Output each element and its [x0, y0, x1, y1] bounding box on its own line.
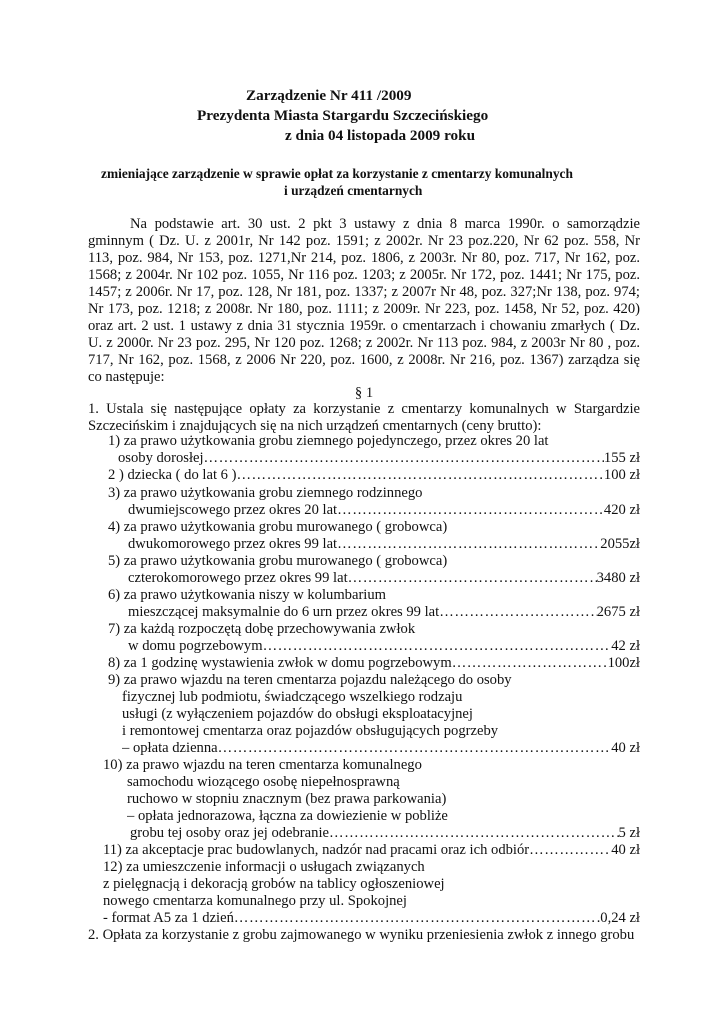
- leader-dots: [218, 740, 612, 757]
- section-mark: § 1: [354, 385, 374, 401]
- item-10-line-2: samochodu wiozącego osobę niepełnosprawną: [127, 774, 400, 790]
- item-12-text: - format A5 za 1 dzień: [103, 910, 234, 926]
- item-5-price: 3480 zł: [596, 570, 640, 586]
- item-12-line-4: [103, 910, 640, 927]
- preamble-line-part: U. z 2000r. Nr 23 poz. 295, Nr 120 poz. 1268; z 2002r. Nr 113 poz. 984, z 2003r Nr 80 ,: [88, 335, 612, 351]
- item-5-line-2: [128, 570, 640, 587]
- item-3-line-1: 3) za prawo użytkowania grobu ziemnego rodzinnego: [108, 485, 423, 501]
- paragraph-1-line: 1. Ustala się następujące opłaty za korzystanie z cmentarzy komunalnych w Stargardzie: [88, 401, 640, 417]
- preamble-line: co następuje:: [88, 369, 165, 385]
- leader-dots: [337, 502, 604, 519]
- item-4-line-2: [128, 536, 640, 553]
- preamble-line: oraz art. 2 ust. 1 ustawy z dnia 31 stycznia 1959r. o cmentarzach i chowaniu zmarłych ( Dz.: [88, 318, 640, 334]
- item-6-line-2: [128, 604, 640, 621]
- item-8-line-1: [108, 655, 640, 672]
- item-6-price: 2675 zł: [596, 604, 640, 620]
- leader-dots: [236, 467, 603, 484]
- item-12-line-3: nowego cmentarza komunalnego przy ul. Spokojnej: [103, 893, 407, 909]
- item-9-price: 40 zł: [611, 740, 640, 756]
- subject-line-2: i urządzeń cmentarnych: [284, 183, 423, 198]
- item-6-line-1: 6) za prawo użytkowania niszy w kolumbarium: [108, 587, 387, 603]
- item-3-text: dwumiejscowego przez okres 20 lat: [128, 502, 338, 518]
- preamble-line: 1568; z 2004r. Nr 102 poz. 1055, Nr 116 poz. 1203; z 2005r. Nr 172, poz. 1441; Nr 175, poz.: [88, 267, 640, 283]
- item-5-line-1: 5) za prawo użytkowania grobu murowanego ( grobowca): [108, 553, 448, 569]
- leader-dots: [204, 450, 604, 467]
- item-7-line-1: 7) za każdą rozpoczętą dobę przechowywania zwłok: [108, 621, 416, 637]
- item-9-line-3: usługi (z wyłączeniem pojazdów do obsługi eksploatacyjnej: [122, 706, 473, 722]
- item-6-text: mieszczącej maksymalnie do 6 urn przez okres 99 lat: [128, 604, 440, 620]
- item-4-text: dwukomorowego przez okres 99 lat: [128, 536, 338, 552]
- item-8-price: 100zł: [607, 655, 640, 671]
- item-2-line-1: [108, 467, 640, 484]
- preamble-line: 113, poz. 984, Nr 153, poz. 1271,Nr 214, poz. 1806, z 2003r. Nr 80, poz. 717, Nr 162, poz.: [88, 250, 640, 266]
- item-8-text: 8) za 1 godzinę wystawienia zwłok w domu pogrzebowym: [108, 655, 452, 671]
- item-10-line-1: 10) za prawo wjazdu na teren cmentarza komunalnego: [103, 757, 422, 773]
- item-2-price: 100 zł: [603, 467, 640, 483]
- preamble-line: [88, 335, 640, 352]
- leader-dots: [452, 655, 608, 672]
- item-2-text: 2 ) dziecka ( do lat 6 ): [108, 467, 237, 483]
- item-7-price: 42 zł: [611, 638, 640, 654]
- item-12-line-2: z pielęgnacją i dekoracją grobów na tablicy ogłoszeniowej: [103, 876, 445, 892]
- item-12-price: 0,24 zł: [600, 910, 640, 926]
- item-5-text: czterokomorowego przez okres 99 lat: [128, 570, 348, 586]
- item-4-line-1: 4) za prawo użytkowania grobu murowanego ( grobowca): [108, 519, 448, 535]
- item-9-line-2: fizycznej lub podmiotu, świadczącego wszelkiego rodzaju: [122, 689, 463, 705]
- item-1-price: 155 zł: [603, 450, 640, 466]
- item-9-line-1: 9) za prawo wjazdu na teren cmentarza pojazdu należącego do osoby: [108, 672, 512, 688]
- subject-line-1: zmieniające zarządzenie w sprawie opłat za korzystanie z cmentarzy komunalnych: [101, 166, 573, 181]
- item-11-price: 40 zł: [611, 842, 640, 858]
- item-7-text: w domu pogrzebowym: [128, 638, 263, 654]
- item-11-text: 11) za akceptacje prac budowlanych, nadzór nad pracami oraz ich odbiór: [103, 842, 530, 858]
- preamble-line: Nr 173, poz. 1218; z 2008r. Nr 180, poz. 1111; z 2009r. Nr 223, poz. 1458, Nr 52, poz. 420): [88, 301, 640, 317]
- item-10-price: 5 zł: [618, 825, 640, 841]
- item-10-text: grobu tej osoby oraz jej odebranie: [130, 825, 329, 841]
- item-12-line-1: 12) za umieszczenie informacji o usługach związanych: [103, 859, 425, 875]
- title-line-1: Zarządzenie Nr 411 /2009: [246, 87, 412, 104]
- item-1-line-1: 1) za prawo użytkowania grobu ziemnego pojedynczego, przez okres 20 lat: [108, 433, 549, 449]
- item-3-price: 420 zł: [603, 502, 640, 518]
- title-line-3: z dnia 04 listopada 2009 roku: [285, 127, 476, 144]
- leader-dots: [329, 825, 619, 842]
- item-1-text: osoby dorosłej: [118, 450, 204, 466]
- item-11-line-1: [103, 842, 640, 859]
- item-3-line-2: [128, 502, 640, 519]
- preamble-line-part: poz.: [615, 335, 640, 351]
- paragraph-1-line: Szczecińskim i znajdujących się na nich urządzeń cmentarnych (ceny brutto):: [88, 418, 542, 434]
- item-10-line-5: [130, 825, 640, 842]
- item-9-line-5: [122, 740, 640, 757]
- item-4-price: 2055zł: [600, 536, 640, 552]
- leader-dots: [529, 842, 611, 859]
- paragraph-1: [88, 401, 640, 435]
- preamble-line: 1457; z 2006r. Nr 17, poz. 128, Nr 181, poz. 1337; z 2007r Nr 48, poz. 327;Nr 138, poz. 974;: [88, 284, 640, 300]
- item-9-text: – opłata dzienna: [122, 740, 218, 756]
- leader-dots: [263, 638, 612, 655]
- preamble-line: 717, Nr 162, poz. 1568, z 2006 Nr 220, poz. 1600, z 2008r. Nr 216, poz. 1367) zarządza się: [88, 352, 640, 368]
- item-10-line-4: – opłata jednorazowa, łączna za dowiezienie w pobliże: [127, 808, 448, 824]
- leader-dots: [348, 570, 597, 587]
- item-7-line-2: [128, 638, 640, 655]
- leader-dots: [234, 910, 600, 927]
- preamble-line: gminnym ( Dz. U. z 2001r, Nr 142 poz. 1591; z 2002r. Nr 23 poz.220, Nr 62 poz. 558, Nr: [88, 233, 640, 249]
- title-line-2: Prezydenta Miasta Stargardu Szczecińskiego: [197, 107, 489, 124]
- item-10-line-3: ruchowo w stopniu znacznym (bez prawa parkowania): [127, 791, 447, 807]
- item-9-line-4: i remontowej cmentarza oraz pojazdów obsługujących pogrzeby: [122, 723, 499, 739]
- preamble-line: Na podstawie art. 30 ust. 2 pkt 3 ustawy z dnia 8 marca 1990r. o samorządzie: [130, 216, 640, 232]
- leader-dots: [439, 604, 596, 621]
- leader-dots: [337, 536, 600, 553]
- item-1-line-2: [118, 450, 640, 467]
- paragraph-2: 2. Opłata za korzystanie z grobu zajmowanego w wyniku przeniesienia zwłok z innego grobu: [88, 927, 635, 943]
- preamble: [88, 216, 640, 386]
